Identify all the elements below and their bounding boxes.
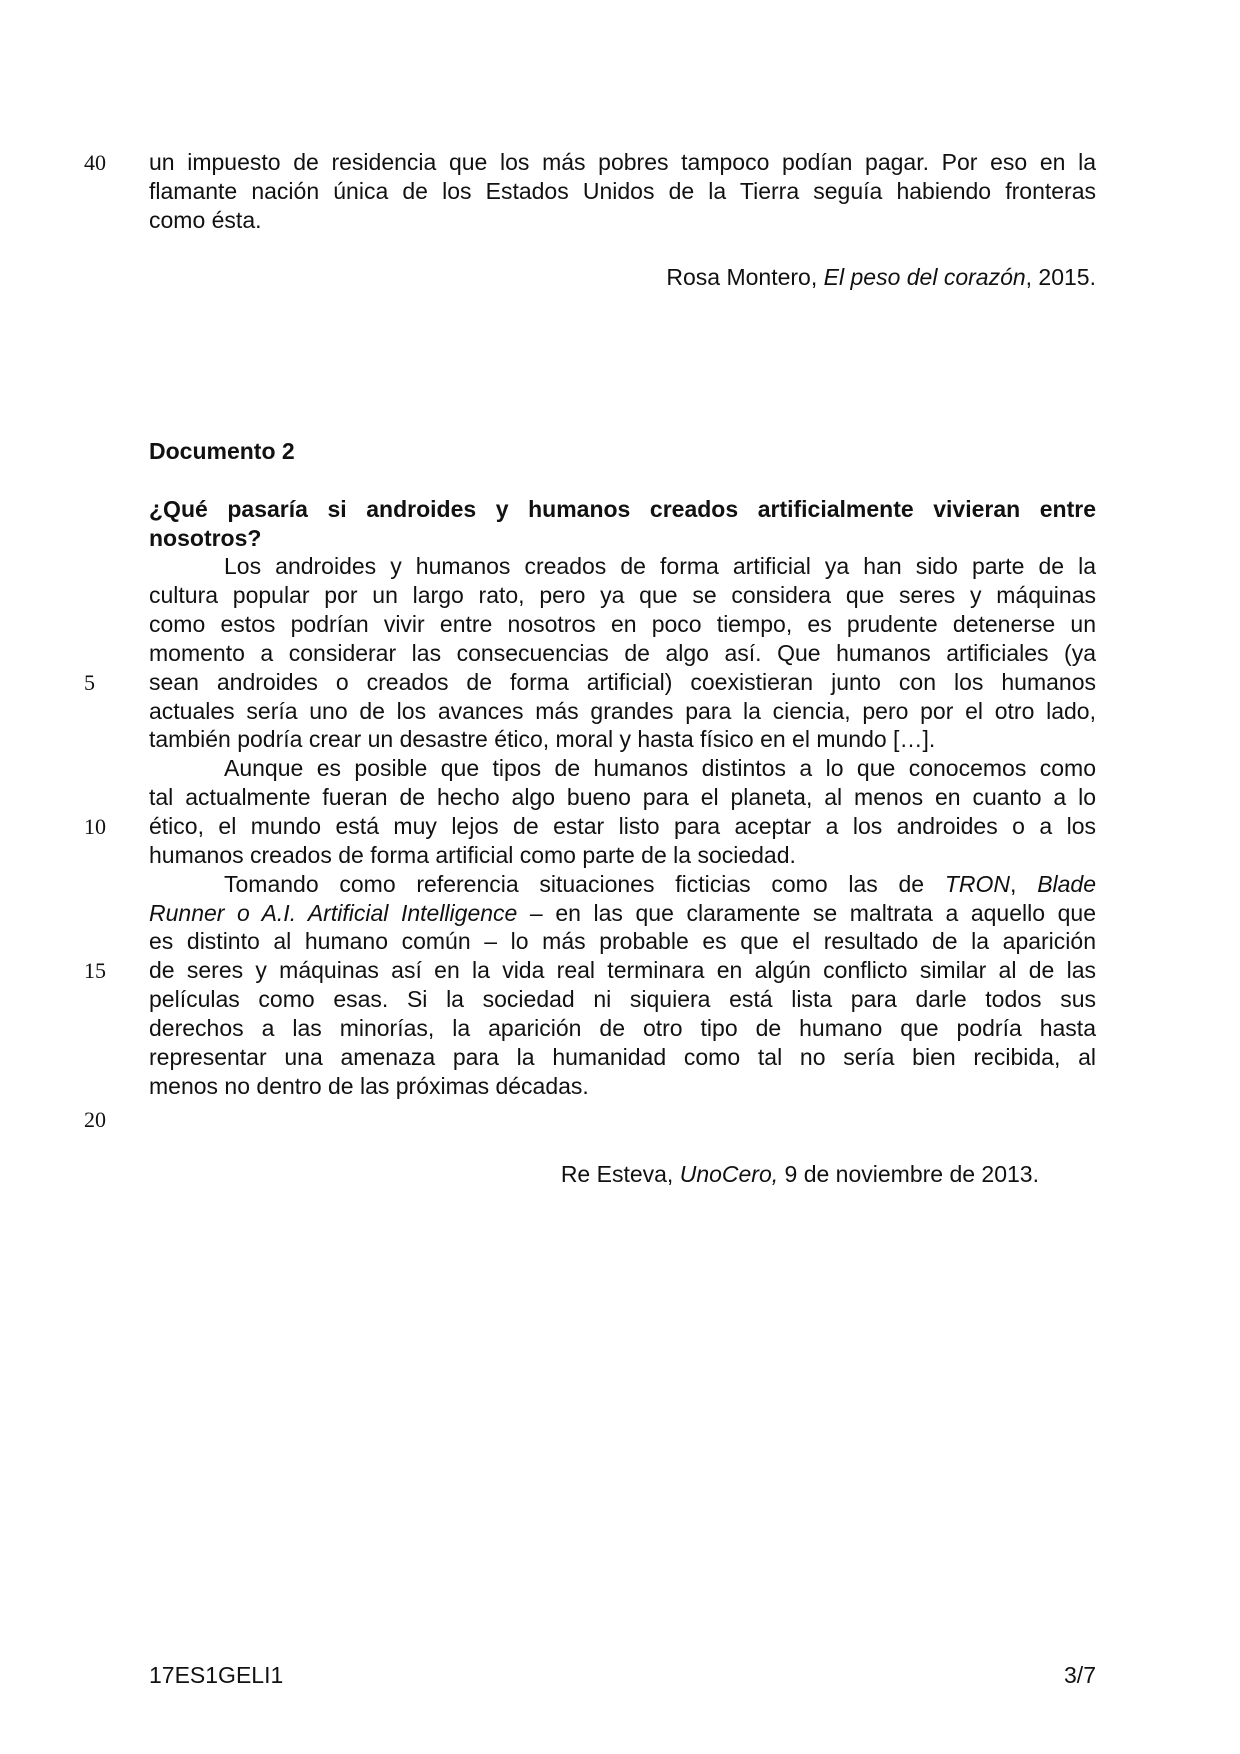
article-title-line: ¿Qué pasaría si androides y humanos creados artificialmente vivieran entre	[149, 496, 1096, 522]
text-line: como estos podrían vivir entre nosotros en poco tiempo, es prudente detenerse un	[149, 611, 1096, 637]
line-number-5: 5	[84, 670, 95, 695]
text-line: ético, el mundo está muy lejos de estar listo para aceptar a los androides o a los	[149, 813, 1096, 839]
text-line: menos no dentro de las próximas décadas.	[149, 1073, 589, 1099]
text-line: representar una amenaza para la humanidad como tal no sería bien recibida, al	[149, 1044, 1096, 1070]
film-titles-italic: Runner o A.I. Artificial Intelligence	[149, 900, 518, 926]
text-line	[149, 899, 1096, 928]
line-number-10: 10	[84, 814, 106, 839]
text-line: humanos creados de forma artificial como parte de la sociedad.	[149, 842, 796, 868]
source-citation-2	[561, 1160, 1039, 1189]
text-line: tal actualmente fueran de hecho algo bueno para el planeta, al menos en cuanto a lo	[149, 784, 1096, 810]
citation-author: Rosa Montero,	[666, 264, 824, 290]
footer-code: 17ES1GELI1	[149, 1662, 284, 1688]
line-number-20: 20	[84, 1107, 106, 1132]
footer-page-number: 3/7	[1064, 1662, 1096, 1688]
citation-title: El peso del corazón	[823, 264, 1026, 290]
text-line: Los androides y humanos creados de forma artificial ya han sido parte de la	[224, 553, 1096, 579]
text-line: derechos a las minorías, la aparición de otro tipo de humano que podría hasta	[149, 1015, 1096, 1041]
text-segment: Tomando como referencia situaciones ficticias como las de	[224, 871, 945, 897]
text-line: también podría crear un desastre ético, moral y hasta físico en el mundo […].	[149, 726, 936, 752]
document-heading: Documento 2	[149, 438, 295, 464]
text-line: momento a considerar las consecuencias de algo así. Que humanos artificiales (ya	[149, 640, 1096, 666]
text-line: películas como esas. Si la sociedad ni siquiera está lista para darle todos sus	[149, 986, 1096, 1012]
text-segment: ,	[1010, 871, 1038, 897]
film-title-tron: TRON	[944, 871, 1011, 897]
line-number-15: 15	[84, 958, 106, 983]
citation-title: UnoCero,	[679, 1161, 779, 1187]
text-line: actuales sería uno de los avances más grandes para la ciencia, pero por el otro lado,	[149, 698, 1096, 724]
line-number-40: 40	[84, 150, 106, 175]
citation-author: Re Esteva,	[560, 1161, 680, 1187]
text-line: un impuesto de residencia que los más pobres tampoco podían pagar. Por eso en la	[149, 149, 1096, 175]
text-line	[149, 870, 1096, 899]
text-line: sean androides o creados de forma artificial) coexistieran junto con los humanos	[149, 669, 1096, 695]
text-segment: – en las que claramente se maltrata a aquello que	[517, 900, 1097, 926]
text-line: como ésta.	[149, 207, 262, 233]
text-line: Aunque es posible que tipos de humanos distintos a lo que conocemos como	[224, 755, 1096, 781]
film-title-blade: Blade	[1037, 871, 1097, 897]
text-line: es distinto al humano común – lo más probable es que el resultado de la aparición	[149, 928, 1096, 954]
text-line: cultura popular por un largo rato, pero ya que se considera que seres y máquinas	[149, 582, 1096, 608]
citation-year: , 2015.	[1025, 264, 1096, 290]
text-line: flamante nación única de los Estados Unidos de la Tierra seguía habiendo fronteras	[149, 178, 1096, 204]
text-line: de seres y máquinas así en la vida real terminara en algún conflicto similar al de las	[149, 957, 1096, 983]
source-citation-1	[666, 263, 1096, 292]
article-title-line: nosotros?	[149, 525, 262, 551]
citation-date: 9 de noviembre de 2013.	[778, 1161, 1039, 1187]
